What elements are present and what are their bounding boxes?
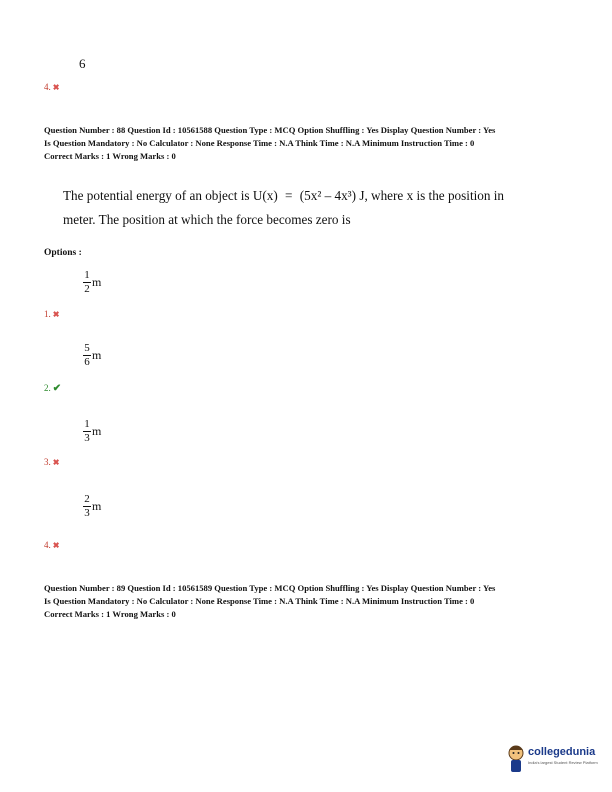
unit: m — [92, 275, 102, 289]
option-number: 3. — [44, 457, 51, 467]
numerator: 5 — [84, 342, 90, 354]
unit: m — [92, 424, 102, 438]
question-line-1 — [63, 184, 563, 208]
numerator: 1 — [84, 269, 90, 281]
question-meta-89 — [44, 582, 584, 621]
question-eq: = — [285, 188, 293, 203]
option-3-content[interactable] — [83, 419, 101, 444]
option-3-label — [44, 457, 59, 467]
logo-name: collegedunia — [528, 746, 596, 758]
check-icon: ✔ — [52, 383, 62, 394]
numerator: 2 — [84, 493, 90, 505]
denominator: 3 — [84, 507, 90, 519]
option-4-content[interactable] — [83, 494, 101, 519]
cross-icon: ✖ — [52, 310, 60, 319]
meta-line-3: Correct Marks : 1 Wrong Marks : 0 — [44, 609, 176, 619]
numerator: 1 — [84, 418, 90, 430]
unit: m — [92, 348, 102, 362]
meta-line-2: Is Question Mandatory : No Calculator : None Response Time : N.A Think Time : N.A Minimum Instruction Time : 0 — [44, 596, 475, 606]
option-number: 1. — [44, 309, 51, 319]
question-text-88 — [63, 184, 563, 232]
cross-icon: ✖ — [52, 83, 60, 92]
question-meta-88 — [44, 124, 584, 163]
denominator: 6 — [84, 356, 90, 368]
option-number: 4. — [44, 82, 51, 92]
option-number: 2. — [44, 383, 51, 393]
unit: m — [92, 499, 102, 513]
denominator: 3 — [84, 432, 90, 444]
fraction — [83, 419, 91, 444]
options-label: Options : — [44, 248, 82, 258]
fraction — [83, 343, 91, 368]
meta-line-3: Correct Marks : 1 Wrong Marks : 0 — [44, 151, 176, 161]
option-2-label — [44, 383, 61, 394]
meta-line-1: Question Number : 88 Question Id : 10561588 Question Type : MCQ Option Shuffling : Yes Display Question Number : Yes — [44, 125, 496, 135]
option-1-content[interactable] — [83, 270, 101, 295]
cross-icon: ✖ — [52, 541, 60, 550]
option-number: 4. — [44, 540, 51, 550]
collegedunia-logo — [506, 742, 604, 778]
question-ux: U(x) — [252, 188, 278, 203]
question-expression: (5x² – 4x³) — [299, 188, 357, 203]
fraction — [83, 270, 91, 295]
question-line-2: meter. The position at which the force becomes zero is — [63, 212, 351, 227]
option-4-label — [44, 540, 59, 550]
denominator: 2 — [84, 283, 90, 295]
prev-option-4 — [44, 82, 59, 92]
option-2-content[interactable] — [83, 343, 101, 368]
meta-line-2: Is Question Mandatory : No Calculator : None Response Time : N.A Think Time : N.A Minimum Instruction Time : 0 — [44, 138, 475, 148]
fraction — [83, 494, 91, 519]
meta-line-1: Question Number : 89 Question Id : 10561589 Question Type : MCQ Option Shuffling : Yes Display Question Number : Yes — [44, 583, 496, 593]
question-text-pre: The potential energy of an object is — [63, 188, 250, 203]
mascot-icon — [506, 744, 526, 774]
question-text-post: J, where x is the position in — [359, 188, 505, 203]
prev-answer-text: 6 — [79, 56, 86, 71]
logo-tagline: India's largest Student Review Platform — [528, 760, 598, 765]
option-1-label — [44, 309, 59, 319]
cross-icon: ✖ — [52, 458, 60, 467]
